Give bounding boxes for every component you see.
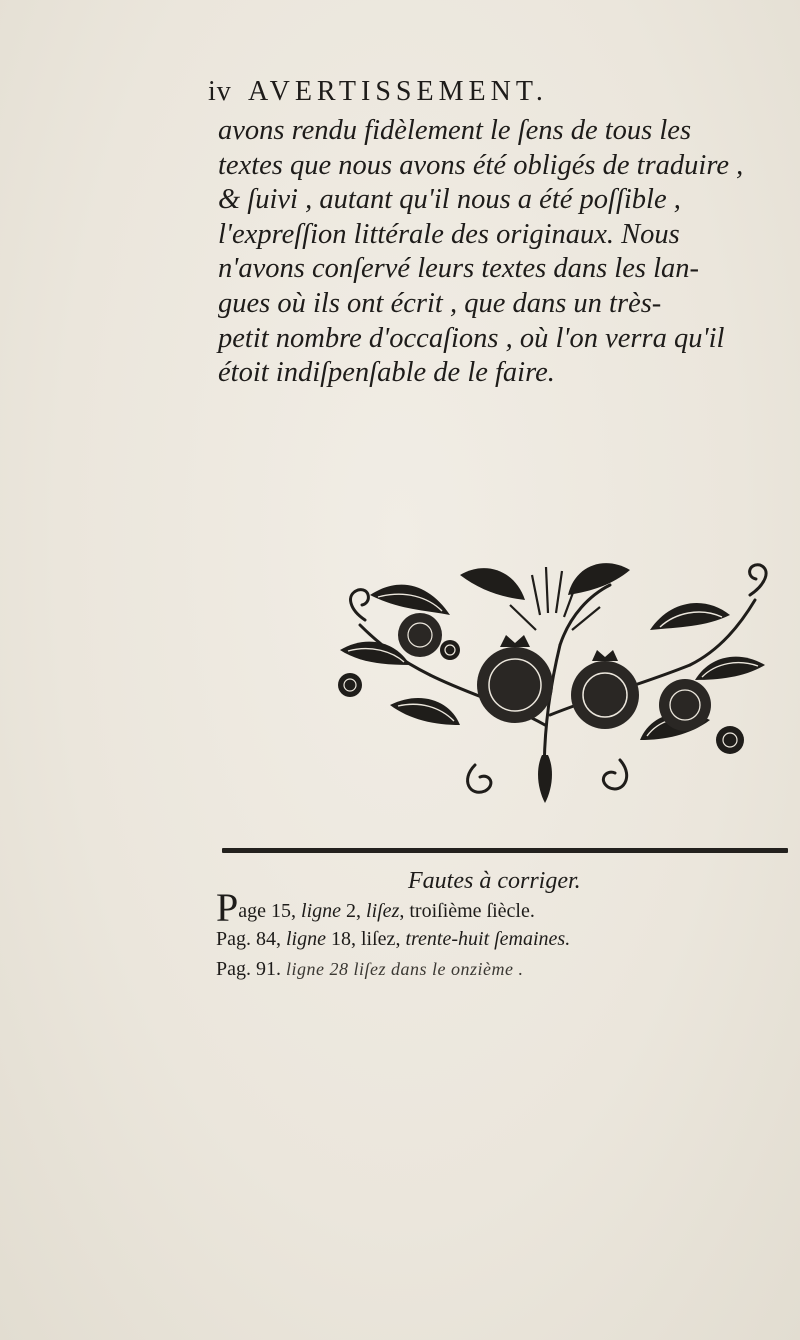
body-paragraph — [218, 114, 778, 391]
section-rule — [222, 848, 788, 853]
page-number: iv — [208, 76, 232, 107]
page-label: age — [238, 900, 267, 922]
line-num: 2 — [346, 900, 357, 922]
line-label: ligne — [301, 900, 342, 922]
page-label: Pag. — [216, 958, 251, 980]
page-label: Pag. — [216, 928, 251, 950]
line-label: ligne — [286, 928, 326, 950]
floral-pomegranate-ornament-icon — [310, 555, 780, 805]
correction-text: trente-huit ſemaines. — [405, 928, 571, 950]
body-line: étoit indiſpenſable de le faire. — [218, 357, 555, 389]
correction-text: troiſième ſiècle. — [409, 900, 535, 922]
errata-entry: Pag. 84, ligne 18, liſez, trente-huit ſemaines. — [216, 928, 571, 950]
page-num: 91 — [256, 958, 276, 980]
drop-initial: P — [216, 885, 239, 930]
line-label: ligne — [286, 959, 325, 979]
body-line: petit nombre d'occaſions , où l'on verra qu'il — [218, 322, 725, 354]
body-line: textes que nous avons été obligés de traduire , — [218, 149, 744, 181]
read-label: liſez — [353, 959, 386, 979]
page-num: 84 — [256, 928, 276, 950]
errata-entry: Page 15, ligne 2, liſez, troiſième ſiècle. — [216, 885, 535, 930]
line-num: 18 — [331, 928, 351, 950]
correction-text: dans le onzième . — [391, 959, 524, 979]
body-line: n'avons conſervé leurs textes dans les lan- — [218, 253, 699, 285]
line-num: 28 — [329, 959, 349, 979]
read-label: liſez — [361, 928, 396, 950]
body-line: l'expreſſion littérale des originaux. Nous — [218, 218, 680, 250]
page-header — [208, 76, 648, 116]
read-label: liſez — [366, 900, 400, 922]
errata-title: Fautes à corriger. — [408, 868, 581, 894]
errata-list — [216, 885, 786, 988]
page-num: 15 — [271, 900, 292, 922]
running-head: AVERTISSEMENT. — [248, 76, 548, 107]
errata-entry-handwritten: Pag. 91. ligne 28 liſez dans le onzième . — [216, 958, 524, 980]
body-line: gues où ils ont écrit , que dans un très- — [218, 287, 662, 319]
body-line: & ſuivi , autant qu'il nous a été poſſible , — [218, 184, 681, 216]
body-line: avons rendu fidèlement le ſens de tous les — [218, 115, 692, 146]
